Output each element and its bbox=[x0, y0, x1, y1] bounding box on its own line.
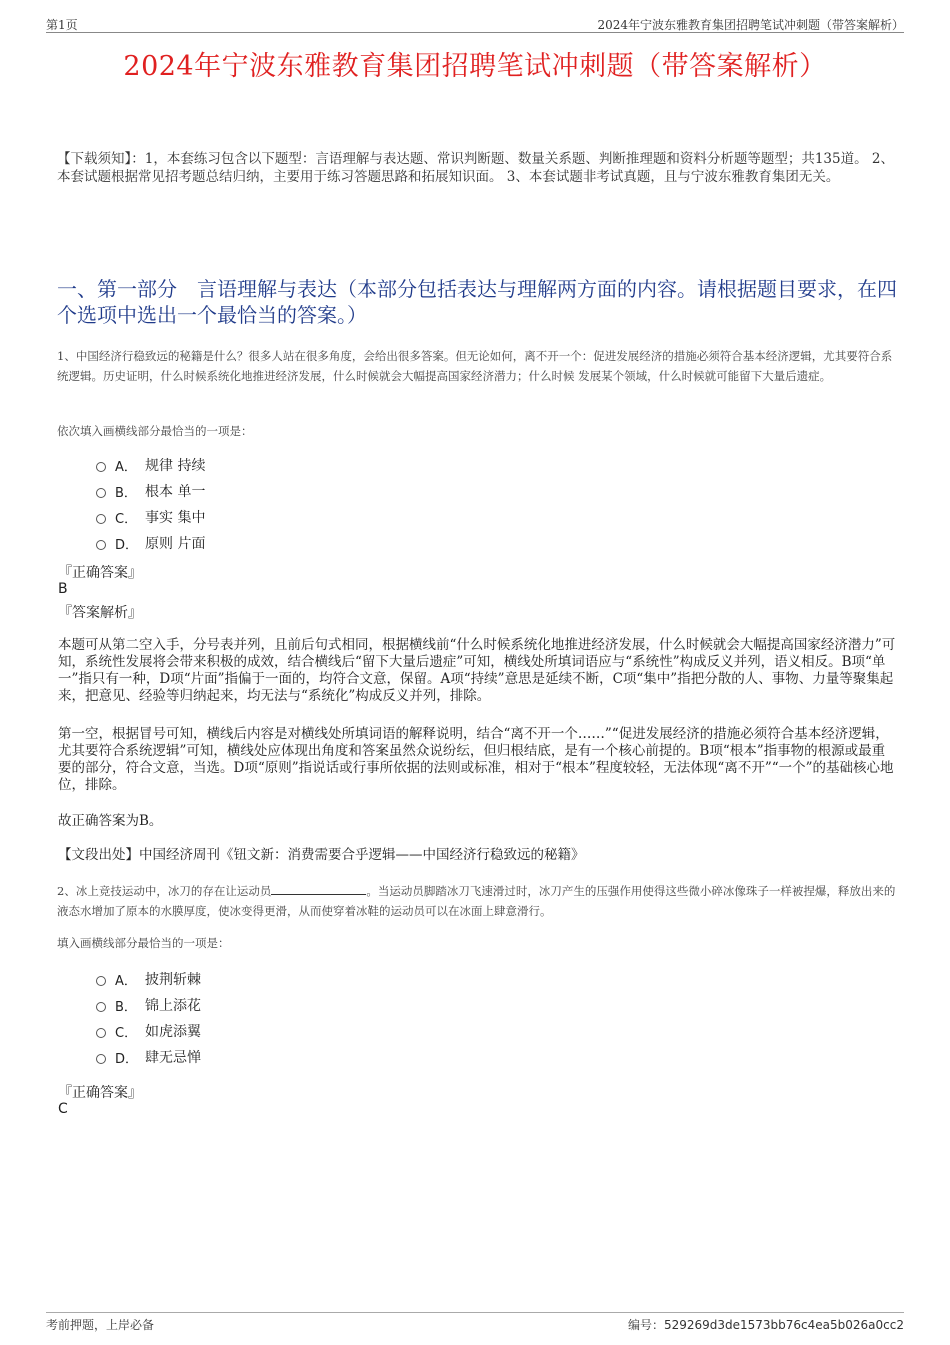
option-letter: A． bbox=[115, 459, 137, 475]
document-title: 2024年宁波东雅教育集团招聘笔试冲刺题（带答案解析） bbox=[123, 51, 827, 82]
radio-icon[interactable] bbox=[96, 540, 106, 550]
option-letter: A． bbox=[115, 973, 137, 989]
option-letter: D． bbox=[115, 1051, 139, 1067]
option-text: 原则 片面 bbox=[145, 536, 206, 552]
question-2-text bbox=[57, 881, 902, 921]
option-b[interactable] bbox=[96, 478, 205, 504]
question-1-options bbox=[96, 452, 205, 556]
option-text: 锦上添花 bbox=[145, 998, 201, 1014]
question-1-instruction: 依次填入画横线部分最恰当的一项是： bbox=[57, 424, 253, 438]
radio-icon[interactable] bbox=[96, 1054, 106, 1064]
answer-label: 『正确答案』 bbox=[58, 565, 142, 581]
option-d[interactable] bbox=[96, 1044, 201, 1070]
radio-icon[interactable] bbox=[96, 462, 106, 472]
radio-icon[interactable] bbox=[96, 1028, 106, 1038]
radio-icon[interactable] bbox=[96, 1002, 106, 1012]
option-letter: B． bbox=[115, 999, 137, 1015]
option-letter: C． bbox=[115, 1025, 138, 1041]
option-text: 根本 单一 bbox=[145, 484, 206, 500]
option-text: 肆无忌惮 bbox=[145, 1050, 201, 1066]
correct-answer: B bbox=[58, 581, 68, 597]
option-text: 规律 持续 bbox=[145, 458, 206, 474]
option-c[interactable] bbox=[96, 1018, 201, 1044]
analysis-paragraph-1: 本题可从第二空入手，分号表并列，且前后句式相同，根据横线前“什么时候系统化地推进经济发展，什么时候就会大幅提高国家经济潜力”可知，系统性发展将会带来积极的成效，结合横线后“留下大量后遗症”可知，横线处所填词语应与“系统性”构成反义并列，语义相反。B项“单一”指只有一种，D项“片面”指偏于一面的，均符合文意，保留。A项“持续”意思是延续不断，C项“集中”指把分散的人、事物、力量等聚集起来，把意见、经验等归纳起来，均无法与“系统化”构成反义并列，排除。 bbox=[58, 637, 896, 704]
footer-code bbox=[628, 1316, 904, 1333]
footer-slogan: 考前押题，上岸必备 bbox=[46, 1318, 155, 1332]
radio-icon[interactable] bbox=[96, 514, 106, 524]
footer-code-value: 529269d3de1573bb76c4ea5b026a0cc2 bbox=[663, 1318, 904, 1332]
option-b[interactable] bbox=[96, 992, 201, 1018]
page-header bbox=[46, 14, 904, 33]
question-2-instruction: 填入画横线部分最恰当的一项是： bbox=[57, 936, 230, 950]
option-letter: D． bbox=[115, 537, 139, 553]
analysis-conclusion: 故正确答案为B。 bbox=[58, 813, 163, 829]
option-a[interactable] bbox=[96, 452, 205, 478]
footer-divider bbox=[46, 1312, 904, 1313]
option-text: 事实 集中 bbox=[145, 510, 206, 526]
radio-icon[interactable] bbox=[96, 976, 106, 986]
analysis-paragraph-2: 第一空，根据冒号可知，横线后内容是对横线处所填词语的解释说明，结合“离不开一个……”“促进发展经济的措施必须符合基本经济逻辑，尤其要符合系统逻辑”可知，横线处应体现出角度和答案虽然众说纷纭，但归根结底，是有一个核心前提的。B项“根本”指事物的根源或最重要的部分，符合文意，当选。D项“原则”指说话或行事所依据的法则或标准，相对于“根本”程度较轻，无法体现“离不开”“一个”的基础核心地位，排除。 bbox=[58, 726, 894, 793]
option-text: 披荆斩棘 bbox=[145, 972, 201, 988]
download-notice: 【下载须知】：1，本套练习包含以下题型：言语理解与表达题、常识判断题、数量关系题、判断推理题和资料分析题等题型；共135道。 2、本套试题根据常见招考题总结归纳，主要用于练习答题思路和拓展知识面。 3、本套试题非考试真题，且与宁波东雅教育集团无关。 bbox=[57, 151, 894, 185]
option-d[interactable] bbox=[96, 530, 205, 556]
source-citation: 【文段出处】中国经济周刊《钮文新：消费需要合乎逻辑——中国经济行稳致远的秘籍》 bbox=[58, 847, 585, 863]
option-letter: C． bbox=[115, 511, 138, 527]
option-c[interactable] bbox=[96, 504, 205, 530]
page-number: 第1页 bbox=[46, 18, 78, 32]
footer-code-label: 编号： bbox=[627, 1318, 664, 1332]
question-2-text-after: 。当运动员脚踏冰刀飞速滑过时，冰刀产生的压强作用使得这些微小碎冰像珠子一样被捏爆，释放出来的液态水增加了原本的水膜厚度，使冰变得更滑，从而使穿着冰鞋的运动员可以在冰面上肆意滑行。 bbox=[57, 884, 896, 918]
question-2-text-before: 2、冰上竞技运动中，冰刀的存在让运动员 bbox=[57, 884, 272, 898]
section-heading: 一、第一部分 言语理解与表达（本部分包括表达与理解两方面的内容。请根据题目要求，在四个选项中选出一个最恰当的答案。） bbox=[57, 277, 897, 327]
option-letter: B． bbox=[115, 485, 137, 501]
radio-icon[interactable] bbox=[96, 488, 106, 498]
fill-blank bbox=[271, 882, 366, 895]
correct-answer: C bbox=[58, 1101, 68, 1117]
question-2-options bbox=[96, 966, 201, 1070]
answer-label: 『正确答案』 bbox=[58, 1085, 142, 1101]
question-1-text: 1、中国经济行稳致远的秘籍是什么？很多人站在很多角度，会给出很多答案。但无论如何，离不开一个：促进发展经济的措施必须符合基本经济逻辑，尤其要符合系统逻辑。历史证明，什么时候系统化地推进经济发展，什么时候就会大幅提高国家经济潜力；什么时候 发展某个领域，什么时候就可能留下大量后遗症。 bbox=[57, 349, 893, 383]
analysis-label: 『答案解析』 bbox=[58, 605, 142, 621]
header-doc-title: 2024年宁波东雅教育集团招聘笔试冲刺题（带答案解析） bbox=[597, 18, 904, 32]
option-a[interactable] bbox=[96, 966, 201, 992]
option-text: 如虎添翼 bbox=[145, 1024, 201, 1040]
